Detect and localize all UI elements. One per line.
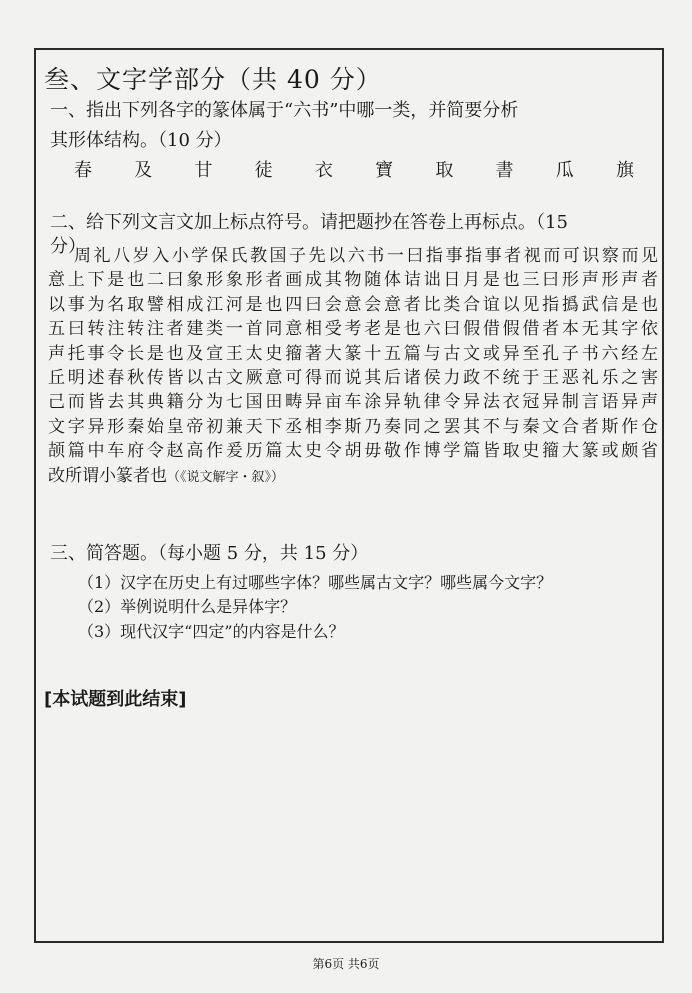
question-1-line-2: 其形体结构。（10 分）: [50, 130, 232, 151]
classical-passage: [48, 244, 658, 490]
character-item: 書: [495, 160, 514, 181]
character-item: 衣: [314, 160, 333, 181]
passage-line: 己而皆去其典籍分为七国田畴异亩车涂异轨律令异法衣冠异制言语异声: [48, 392, 658, 413]
character-item: 春: [74, 160, 92, 181]
character-item: 及: [134, 160, 153, 181]
question-3-item-1: （1）汉字在历史上有过哪些字体？哪些属古文字？哪些属今文字？: [78, 573, 553, 592]
question-3-title: 三、简答题。（每小题 5 分，共 15 分）: [50, 543, 369, 564]
passage-line: 周礼八岁入小学保氏教国子先以六书一曰指事指事者视而可识察而见: [74, 246, 658, 266]
passage-line: 文字异形秦始皇帝初兼天下丞相李斯乃奏同之罢其不与秦文合者斯作仓: [48, 416, 658, 437]
passage-line: 五曰转注转注者建类一首同意相受考老是也六曰假借假借者本无其字依: [48, 319, 658, 340]
passage-source: （《说文解字・叙》）: [167, 469, 285, 485]
question-2-line-2: 分）: [50, 236, 86, 257]
end-of-exam-note: [本试题到此结束]: [44, 689, 187, 710]
passage-line: 颉篇中车府令赵高作爰历篇太史令胡毋敬作博学篇皆取史籀大篆或颇省: [48, 441, 658, 462]
question-2-line-1: 二、给下列文言文加上标点符号。请把题抄在答卷上再标点。（15: [50, 212, 568, 233]
question-3-item-2: （2）举例说明什么是异体字？: [78, 597, 297, 616]
character-item: 甘: [194, 160, 213, 181]
character-item: 寶: [375, 160, 394, 181]
passage-line: 意上下是也二曰象形象形者画成其物随体诘诎日月是也三曰形声形声者: [48, 270, 658, 291]
page-border: [34, 48, 664, 943]
character-item: 徒: [254, 160, 273, 181]
section-title: 叁、文字学部分（共 40 分）: [44, 65, 382, 94]
character-item: 旗: [615, 160, 634, 181]
passage-line: 声托事令长是也及宣王太史籀著大篆十五篇与古文或异至孔子书六经左: [48, 343, 658, 364]
passage-line: 以事为名取譬相成江河是也四曰会意会意者比类合谊以见指撝武信是也: [48, 294, 658, 315]
question-1-line-1: 一、指出下列各字的篆体属于“六书”中哪一类，并简要分析: [50, 100, 519, 121]
passage-line: 丘明述春秋传皆以古文厥意可得而说其后诸侯力政不统于王恶礼乐之害: [48, 368, 658, 389]
passage-last-line: [48, 464, 658, 490]
character-list: [74, 156, 634, 182]
character-item: 瓜: [555, 160, 574, 181]
page-footer: 第6页 共6页: [312, 957, 380, 971]
character-item: 取: [435, 160, 454, 181]
passage-last-text: 改所谓小篆者也: [48, 465, 167, 486]
question-3-item-3: （3）现代汉字“四定”的内容是什么？: [78, 622, 345, 641]
